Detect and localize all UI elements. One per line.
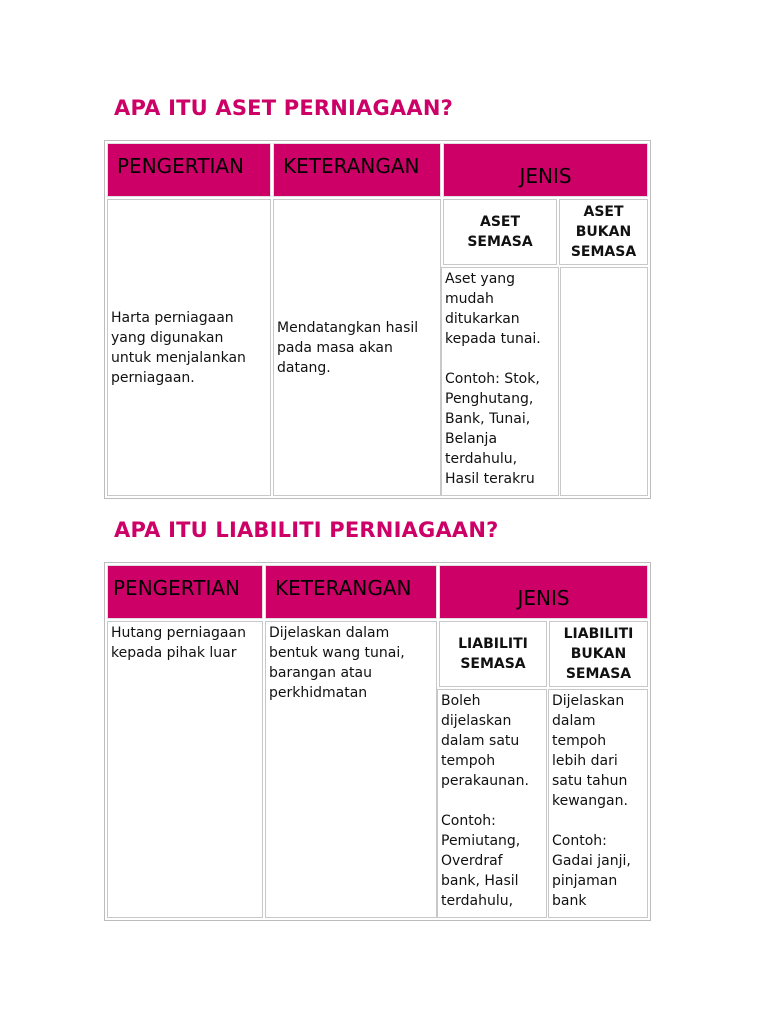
liabiliti-header-keterangan: KETERANGAN [265, 565, 437, 619]
liabiliti-header-jenis: JENIS [439, 565, 648, 619]
aset-header-jenis: JENIS [443, 143, 648, 197]
liabiliti-bukan-semasa-cell: Dijelaskan dalam tempoh lebih dari satu tahun kewangan. Contoh: Gadai janji, pinjaman bank [548, 689, 648, 918]
liabiliti-semasa-cell: Boleh dijelaskan dalam satu tempoh perakaunan. Contoh: Pemiutang, Overdraf bank, Hasil terdahulu, [437, 689, 547, 918]
aset-bukan-semasa-cell [560, 267, 648, 496]
aset-title: APA ITU ASET PERNIAGAAN? [114, 96, 453, 120]
aset-bukan-semasa-header: ASET BUKAN SEMASA [559, 199, 648, 265]
aset-keterangan-cell: Mendatangkan hasil pada masa akan datang. [273, 199, 441, 496]
liabiliti-pengertian-cell: Hutang perniagaan kepada pihak luar [107, 621, 263, 918]
liabiliti-bukan-semasa-header: LIABILITI BUKAN SEMASA [549, 621, 648, 687]
liabiliti-header-pengertian: PENGERTIAN [107, 565, 263, 619]
liabiliti-title: APA ITU LIABILITI PERNIAGAAN? [114, 518, 499, 542]
liabiliti-keterangan-cell: Dijelaskan dalam bentuk wang tunai, barangan atau perkhidmatan [265, 621, 437, 918]
aset-semasa-cell: Aset yang mudah ditukarkan kepada tunai. Contoh: Stok, Penghutang, Bank, Tunai, Belanja terdahulu, Hasil terakru [441, 267, 559, 496]
aset-header-pengertian: PENGERTIAN [107, 143, 271, 197]
aset-table [104, 140, 651, 499]
aset-pengertian-cell: Harta perniagaan yang digunakan untuk menjalankan perniagaan. [107, 199, 271, 496]
liabiliti-table [104, 562, 651, 921]
liabiliti-semasa-header: LIABILITI SEMASA [439, 621, 547, 687]
aset-header-keterangan: KETERANGAN [273, 143, 441, 197]
aset-semasa-header: ASET SEMASA [443, 199, 557, 265]
